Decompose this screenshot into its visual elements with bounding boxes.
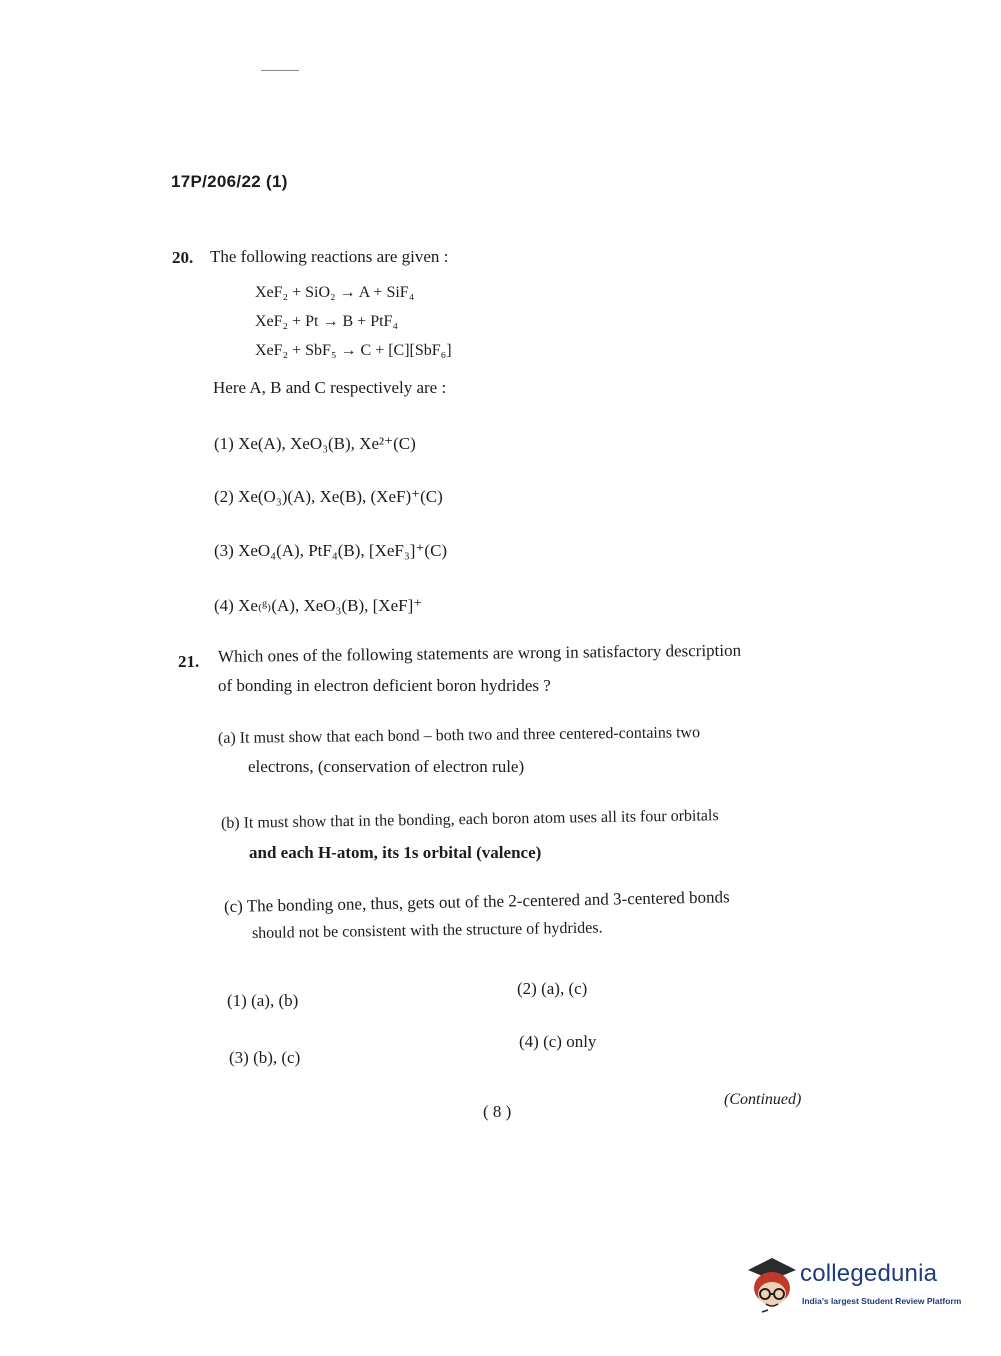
page-number: ( 8 ) bbox=[483, 1102, 512, 1121]
collegedunia-logo bbox=[742, 1252, 972, 1314]
q20-number: 20. bbox=[172, 248, 194, 267]
q21-statement-a-line-1: (a) It must show that each bond – both two and three centered-contains two bbox=[217, 724, 701, 747]
continued-note: (Continued) bbox=[724, 1091, 802, 1108]
q21-option-3: (3) (b), (c) bbox=[229, 1048, 301, 1067]
q21-prompt-line-1: Which ones of the following statements are wrong in satisfactory description bbox=[217, 640, 742, 666]
q21-statement-b-line-2: and each H-atom, its 1s orbital (valence) bbox=[249, 843, 542, 862]
q21-option-1: (1) (a), (b) bbox=[227, 991, 299, 1010]
q21-statement-c-line-1: (c) The bonding one, thus, gets out of the 2-centered and 3-centered bonds bbox=[223, 887, 730, 916]
logo-tagline: India's largest Student Review Platform bbox=[802, 1296, 962, 1306]
paper-code: 17P/206/22 (1) bbox=[171, 172, 288, 191]
q20-reaction-2: XeF₂ + Pt → B + PtF₄ bbox=[255, 313, 399, 330]
q20-reaction-3: XeF₂ + SbF₅ → C + [C][SbF₆] bbox=[255, 342, 452, 359]
mascot-icon bbox=[742, 1252, 802, 1314]
q21-statement-a-line-2: electrons, (conservation of electron rule) bbox=[248, 757, 525, 776]
q20-prompt: The following reactions are given : bbox=[210, 247, 449, 266]
q20-option-3: (3) XeO₄(A), PtF₄(B), [XeF₃]⁺(C) bbox=[214, 541, 448, 560]
q20-option-4: (4) Xe₍ᵍ₎(A), XeO₃(B), [XeF]⁺ bbox=[214, 596, 423, 615]
q21-number: 21. bbox=[178, 652, 200, 671]
q21-prompt-line-2: of bonding in electron deficient boron hydrides ? bbox=[218, 676, 551, 695]
q21-option-2: (2) (a), (c) bbox=[517, 979, 588, 998]
logo-brand: collegedunia bbox=[800, 1260, 938, 1287]
q20-option-1: (1) Xe(A), XeO₃(B), Xe²⁺(C) bbox=[214, 434, 416, 453]
q20-reaction-1: XeF₂ + SiO₂ → A + SiF₄ bbox=[255, 284, 415, 301]
q20-option-2: (2) Xe(O₃)(A), Xe(B), (XeF)⁺(C) bbox=[214, 487, 443, 506]
q20-question: Here A, B and C respectively are : bbox=[213, 378, 447, 397]
q21-option-4: (4) (c) only bbox=[519, 1032, 597, 1051]
q21-statement-b-line-1: (b) It must show that in the bonding, each boron atom uses all its four orbitals bbox=[220, 807, 719, 832]
q21-statement-c-line-2: should not be consistent with the structure of hydrides. bbox=[251, 919, 603, 942]
top-rule bbox=[261, 70, 299, 71]
